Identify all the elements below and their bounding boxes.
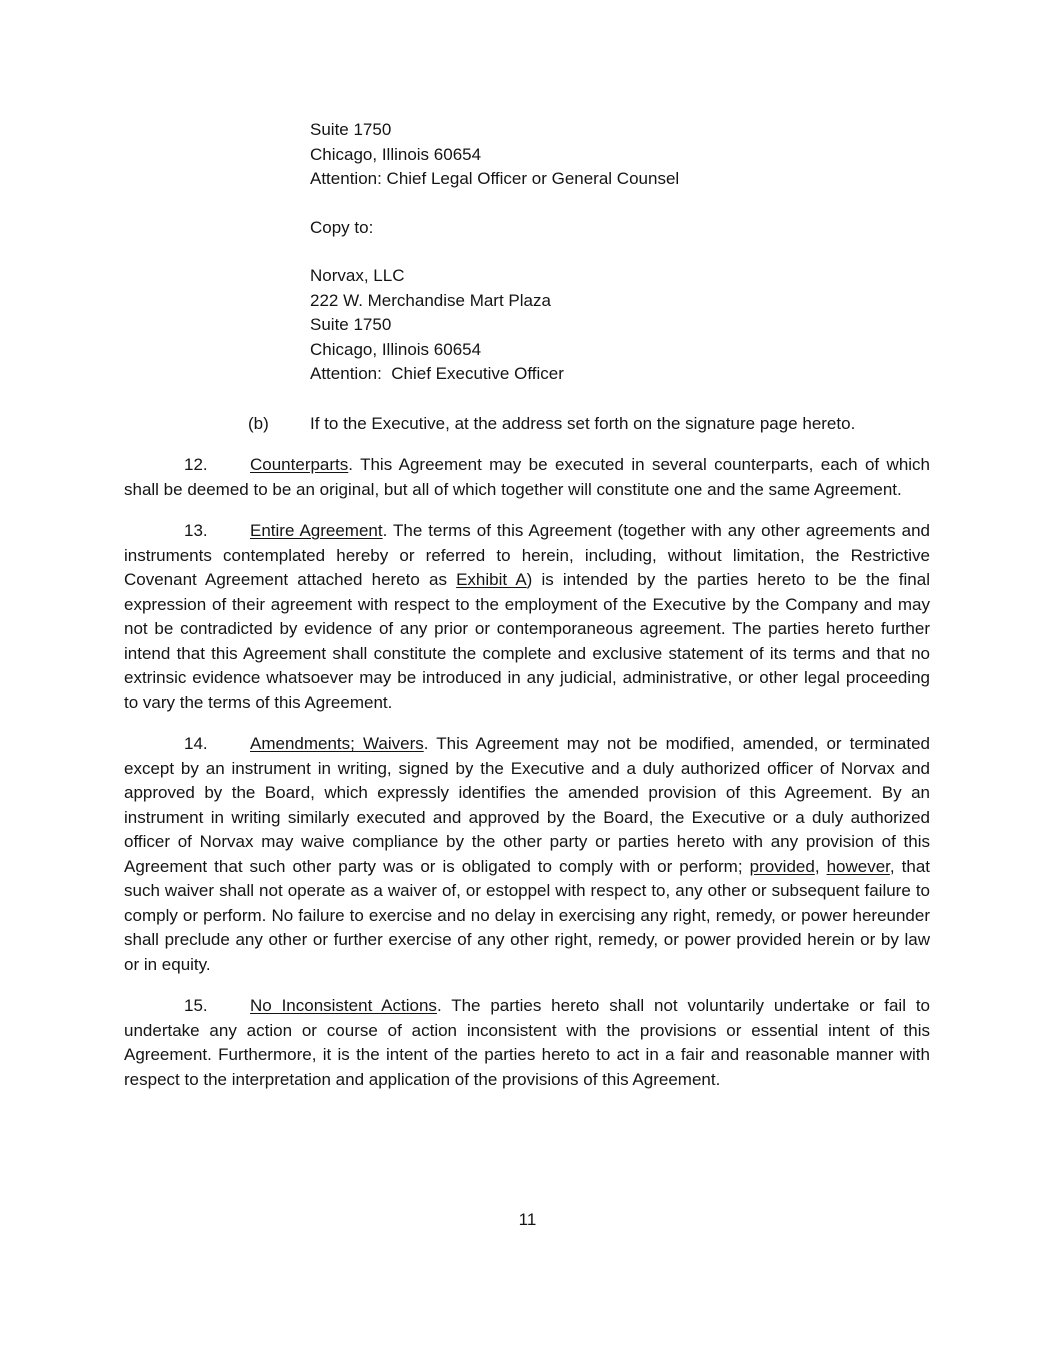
section-12-title: Counterparts [250, 455, 349, 474]
proviso-however: however [826, 856, 890, 876]
address-line-company: Norvax, LLC [310, 266, 405, 285]
section-14-body-part1: . This Agreement may not be modified, amended, or terminated except by an instrument in writing, signed by the Executive and a duly authorized officer of Norvax and approved by the Board, which expressly identifies the amended provision of this Agreement. By an instrument in writing similarly executed and approved by the Board, the Executive or a duly authorized officer of Norvax may waive compliance by the other party or parties hereto with any provision of this Agreement that such other party was or is obligated to comply with or perform; [124, 734, 930, 876]
proviso-provided: provided [749, 856, 815, 876]
section-14-body-part2: , that such waiver shall not operate as a waiver of, or estoppel with respect to, any other or subsequent failure to comply or perform. No failure to exercise and no delay in exercising any right, remedy, or power hereunder shall preclude any other or further exercise of any other right, remedy, or power provided herein or by law or in equity. [124, 856, 930, 974]
address-line-city: Chicago, Illinois 60654 [310, 144, 482, 164]
section-13-body-after-exhibit: ) is intended by the parties hereto to be the final expression of their agreement with respect to the employment of the Executive by the Company and may not be contradicted by evidence of any prior or contemporaneous agreement. The parties hereto further intend that this Agreement shall constitute the complete and exclusive statement of its terms and that no extrinsic evidence whatsoever may be introduced in any judicial, administrative, or other legal proceeding to vary the terms of this Agreement. [124, 570, 930, 712]
section-14-number: 14. [184, 734, 208, 753]
company-address-block [310, 118, 930, 192]
clause-b-text: If to the Executive, at the address set forth on the signature page hereto. [310, 413, 856, 433]
copy-address-block [310, 264, 930, 387]
section-12-body: . This Agreement may be executed in several counterparts, each of which shall be deemed to be an original, but all of which together will constitute one and the same Agreement. [124, 455, 930, 499]
proviso-separator: , [814, 856, 827, 876]
exhibit-a-reference: Exhibit A [456, 570, 527, 589]
clause-b-line [248, 412, 930, 437]
address-line-attention: Attention: Chief Legal Officer or General Counsel [310, 169, 680, 188]
section-15-number: 15. [184, 996, 208, 1015]
address-line-suite: Suite 1750 [310, 315, 392, 334]
address-line-street: 222 W. Merchandise Mart Plaza [310, 290, 551, 310]
section-12-counterparts [124, 453, 930, 502]
section-15-title: No Inconsistent Actions [250, 996, 437, 1015]
section-14-title: Amendments; Waivers [250, 734, 424, 753]
address-line-city: Chicago, Illinois 60654 [310, 339, 482, 359]
address-line-suite: Suite 1750 [310, 120, 392, 139]
section-15-body: . The parties hereto shall not voluntarily undertake or fail to undertake any action or course of action inconsistent with the provisions or essential intent of this Agreement. Furthermore, it is the intent of the parties hereto to act in a fair and reasonable manner with respect to the interpretation and application of the provisions of this Agreement. [124, 996, 930, 1089]
copy-to-label: Copy to: [310, 217, 374, 237]
address-line-attention: Attention: Chief Executive Officer [310, 364, 564, 383]
section-15-no-inconsistent-actions [124, 994, 930, 1092]
section-12-number: 12. [184, 455, 208, 474]
section-13-title: Entire Agreement [250, 521, 383, 540]
section-13-number: 13. [184, 521, 208, 540]
page-number: 11 [518, 1210, 537, 1229]
clause-b-marker: (b) [248, 413, 269, 433]
section-13-entire-agreement [124, 519, 930, 715]
section-13-body-before-exhibit: . The terms of this Agreement (together with any other agreements and instruments contemplated hereby or referred to herein, including, without limitation, the Restrictive Covenant Agreement attached hereto as [124, 521, 930, 589]
section-14-amendments-waivers [124, 732, 930, 977]
document-content [124, 118, 930, 1092]
